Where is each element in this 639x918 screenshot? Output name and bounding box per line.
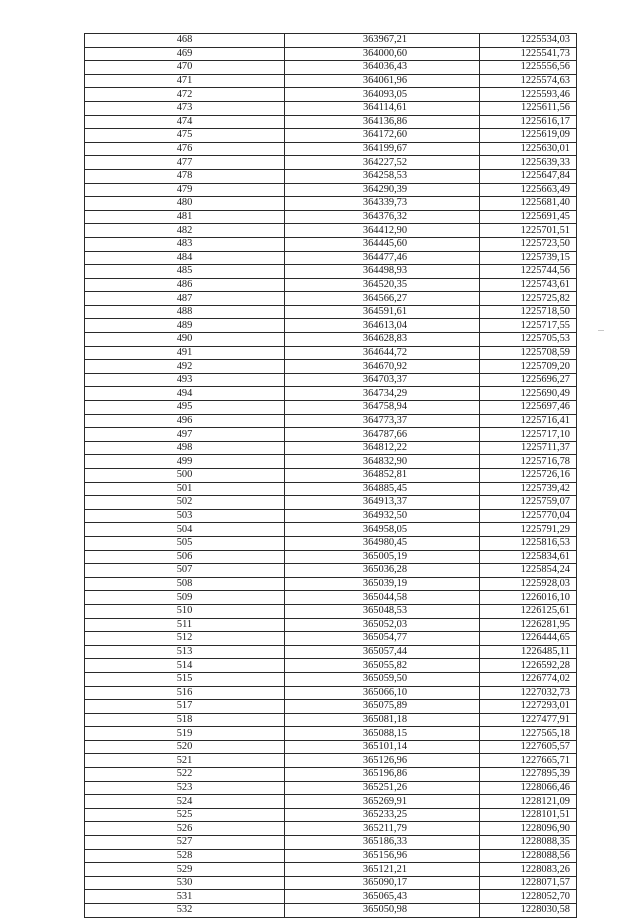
- table-row: [85, 672, 577, 686]
- x-coordinate-cell: 364412,90: [285, 224, 480, 238]
- point-number-cell: 483: [85, 237, 285, 251]
- x-coordinate-cell: 364136,86: [285, 115, 480, 129]
- y-coordinate-cell: 1226016,10: [480, 591, 577, 605]
- y-coordinate-cell: 1227665,71: [480, 754, 577, 768]
- point-number-cell: 505: [85, 536, 285, 550]
- point-number-cell: 528: [85, 849, 285, 863]
- x-coordinate-cell: 364376,32: [285, 210, 480, 224]
- y-coordinate-cell: 1225759,07: [480, 496, 577, 510]
- x-coordinate-cell: 364734,29: [285, 387, 480, 401]
- point-number-cell: 495: [85, 401, 285, 415]
- point-number-cell: 511: [85, 618, 285, 632]
- x-coordinate-cell: 364114,61: [285, 101, 480, 115]
- x-coordinate-cell: 364703,37: [285, 373, 480, 387]
- point-number-cell: 524: [85, 795, 285, 809]
- x-coordinate-cell: 365054,77: [285, 632, 480, 646]
- y-coordinate-cell: 1225639,33: [480, 156, 577, 170]
- table-row: [85, 237, 577, 251]
- y-coordinate-cell: 1226774,02: [480, 672, 577, 686]
- table-row: [85, 550, 577, 564]
- y-coordinate-cell: 1228083,26: [480, 863, 577, 877]
- y-coordinate-cell: 1225541,73: [480, 47, 577, 61]
- y-coordinate-cell: 1225718,50: [480, 305, 577, 319]
- x-coordinate-cell: 364498,93: [285, 265, 480, 279]
- table-row: [85, 822, 577, 836]
- point-number-cell: 474: [85, 115, 285, 129]
- table-row: [85, 346, 577, 360]
- x-coordinate-cell: 364958,05: [285, 523, 480, 537]
- table-row: [85, 210, 577, 224]
- table-row: [85, 713, 577, 727]
- x-coordinate-cell: 365039,19: [285, 577, 480, 591]
- point-number-cell: 482: [85, 224, 285, 238]
- point-number-cell: 515: [85, 672, 285, 686]
- y-coordinate-cell: 1225816,53: [480, 536, 577, 550]
- point-number-cell: 531: [85, 890, 285, 904]
- y-coordinate-cell: 1225739,42: [480, 482, 577, 496]
- table-row: [85, 278, 577, 292]
- table-row: [85, 360, 577, 374]
- table-row: [85, 169, 577, 183]
- x-coordinate-cell: 364787,66: [285, 428, 480, 442]
- x-coordinate-cell: 364290,39: [285, 183, 480, 197]
- x-coordinate-cell: 365075,89: [285, 700, 480, 714]
- x-coordinate-cell: 363967,21: [285, 34, 480, 48]
- table-row: [85, 890, 577, 904]
- x-coordinate-cell: 364061,96: [285, 74, 480, 88]
- point-number-cell: 513: [85, 645, 285, 659]
- point-number-cell: 478: [85, 169, 285, 183]
- table-row: [85, 265, 577, 279]
- x-coordinate-cell: 365121,21: [285, 863, 480, 877]
- point-number-cell: 512: [85, 632, 285, 646]
- point-number-cell: 506: [85, 550, 285, 564]
- y-coordinate-cell: 1225770,04: [480, 509, 577, 523]
- x-coordinate-cell: 364852,81: [285, 469, 480, 483]
- coordinates-table: [84, 33, 577, 918]
- y-coordinate-cell: 1225574,63: [480, 74, 577, 88]
- table-row: [85, 428, 577, 442]
- x-coordinate-cell: 365126,96: [285, 754, 480, 768]
- y-coordinate-cell: 1228030,58: [480, 904, 577, 918]
- table-row: [85, 645, 577, 659]
- table-row: [85, 319, 577, 333]
- table-row: [85, 836, 577, 850]
- x-coordinate-cell: 364520,35: [285, 278, 480, 292]
- y-coordinate-cell: 1225556,56: [480, 61, 577, 75]
- table-row: [85, 183, 577, 197]
- table-row: [85, 496, 577, 510]
- y-coordinate-cell: 1225854,24: [480, 564, 577, 578]
- margin-mark: [598, 330, 604, 331]
- table-row: [85, 754, 577, 768]
- point-number-cell: 517: [85, 700, 285, 714]
- x-coordinate-cell: 365052,03: [285, 618, 480, 632]
- point-number-cell: 470: [85, 61, 285, 75]
- y-coordinate-cell: 1225716,78: [480, 455, 577, 469]
- y-coordinate-cell: 1225681,40: [480, 197, 577, 211]
- point-number-cell: 468: [85, 34, 285, 48]
- y-coordinate-cell: 1227032,73: [480, 686, 577, 700]
- x-coordinate-cell: 364445,60: [285, 237, 480, 251]
- x-coordinate-cell: 364885,45: [285, 482, 480, 496]
- point-number-cell: 521: [85, 754, 285, 768]
- table-row: [85, 591, 577, 605]
- y-coordinate-cell: 1225663,49: [480, 183, 577, 197]
- x-coordinate-cell: 365088,15: [285, 727, 480, 741]
- point-number-cell: 490: [85, 333, 285, 347]
- point-number-cell: 529: [85, 863, 285, 877]
- y-coordinate-cell: 1225701,51: [480, 224, 577, 238]
- point-number-cell: 476: [85, 142, 285, 156]
- table-row: [85, 441, 577, 455]
- point-number-cell: 487: [85, 292, 285, 306]
- x-coordinate-cell: 365269,91: [285, 795, 480, 809]
- x-coordinate-cell: 364591,61: [285, 305, 480, 319]
- y-coordinate-cell: 1225928,03: [480, 577, 577, 591]
- x-coordinate-cell: 364172,60: [285, 129, 480, 143]
- y-coordinate-cell: 1225697,46: [480, 401, 577, 415]
- y-coordinate-cell: 1227605,57: [480, 740, 577, 754]
- coordinates-table-body: [85, 34, 577, 918]
- x-coordinate-cell: 364628,83: [285, 333, 480, 347]
- table-row: [85, 523, 577, 537]
- table-row: [85, 47, 577, 61]
- x-coordinate-cell: 365211,79: [285, 822, 480, 836]
- y-coordinate-cell: 1225708,59: [480, 346, 577, 360]
- x-coordinate-cell: 364932,50: [285, 509, 480, 523]
- x-coordinate-cell: 365050,98: [285, 904, 480, 918]
- table-row: [85, 536, 577, 550]
- point-number-cell: 525: [85, 808, 285, 822]
- x-coordinate-cell: 365066,10: [285, 686, 480, 700]
- x-coordinate-cell: 364566,27: [285, 292, 480, 306]
- table-row: [85, 401, 577, 415]
- table-row: [85, 632, 577, 646]
- table-row: [85, 564, 577, 578]
- y-coordinate-cell: 1225726,16: [480, 469, 577, 483]
- point-number-cell: 520: [85, 740, 285, 754]
- point-number-cell: 508: [85, 577, 285, 591]
- table-row: [85, 101, 577, 115]
- y-coordinate-cell: 1225717,10: [480, 428, 577, 442]
- y-coordinate-cell: 1228121,09: [480, 795, 577, 809]
- point-number-cell: 492: [85, 360, 285, 374]
- table-row: [85, 373, 577, 387]
- y-coordinate-cell: 1227895,39: [480, 768, 577, 782]
- table-row: [85, 795, 577, 809]
- y-coordinate-cell: 1226281,95: [480, 618, 577, 632]
- y-coordinate-cell: 1228096,90: [480, 822, 577, 836]
- x-coordinate-cell: 365044,58: [285, 591, 480, 605]
- y-coordinate-cell: 1225725,82: [480, 292, 577, 306]
- x-coordinate-cell: 364258,53: [285, 169, 480, 183]
- table-row: [85, 876, 577, 890]
- point-number-cell: 491: [85, 346, 285, 360]
- table-row: [85, 686, 577, 700]
- point-number-cell: 527: [85, 836, 285, 850]
- y-coordinate-cell: 1225744,56: [480, 265, 577, 279]
- x-coordinate-cell: 364199,67: [285, 142, 480, 156]
- x-coordinate-cell: 364036,43: [285, 61, 480, 75]
- point-number-cell: 499: [85, 455, 285, 469]
- y-coordinate-cell: 1225716,41: [480, 414, 577, 428]
- x-coordinate-cell: 365090,17: [285, 876, 480, 890]
- y-coordinate-cell: 1228088,56: [480, 849, 577, 863]
- table-row: [85, 863, 577, 877]
- x-coordinate-cell: 365196,86: [285, 768, 480, 782]
- point-number-cell: 477: [85, 156, 285, 170]
- point-number-cell: 503: [85, 509, 285, 523]
- y-coordinate-cell: 1225743,61: [480, 278, 577, 292]
- point-number-cell: 514: [85, 659, 285, 673]
- x-coordinate-cell: 365036,28: [285, 564, 480, 578]
- x-coordinate-cell: 365057,44: [285, 645, 480, 659]
- point-number-cell: 484: [85, 251, 285, 265]
- table-row: [85, 808, 577, 822]
- y-coordinate-cell: 1225611,56: [480, 101, 577, 115]
- y-coordinate-cell: 1226592,28: [480, 659, 577, 673]
- x-coordinate-cell: 365251,26: [285, 781, 480, 795]
- point-number-cell: 510: [85, 604, 285, 618]
- point-number-cell: 504: [85, 523, 285, 537]
- table-row: [85, 618, 577, 632]
- table-row: [85, 88, 577, 102]
- y-coordinate-cell: 1225696,27: [480, 373, 577, 387]
- y-coordinate-cell: 1228101,51: [480, 808, 577, 822]
- y-coordinate-cell: 1226444,65: [480, 632, 577, 646]
- x-coordinate-cell: 364773,37: [285, 414, 480, 428]
- point-number-cell: 509: [85, 591, 285, 605]
- x-coordinate-cell: 364227,52: [285, 156, 480, 170]
- y-coordinate-cell: 1225690,49: [480, 387, 577, 401]
- y-coordinate-cell: 1225619,09: [480, 129, 577, 143]
- point-number-cell: 488: [85, 305, 285, 319]
- point-number-cell: 519: [85, 727, 285, 741]
- table-row: [85, 659, 577, 673]
- y-coordinate-cell: 1225691,45: [480, 210, 577, 224]
- table-row: [85, 292, 577, 306]
- y-coordinate-cell: 1226125,61: [480, 604, 577, 618]
- x-coordinate-cell: 364644,72: [285, 346, 480, 360]
- x-coordinate-cell: 364670,92: [285, 360, 480, 374]
- point-number-cell: 480: [85, 197, 285, 211]
- x-coordinate-cell: 365101,14: [285, 740, 480, 754]
- x-coordinate-cell: 365005,19: [285, 550, 480, 564]
- table-row: [85, 604, 577, 618]
- point-number-cell: 530: [85, 876, 285, 890]
- x-coordinate-cell: 364339,73: [285, 197, 480, 211]
- table-row: [85, 509, 577, 523]
- y-coordinate-cell: 1225593,46: [480, 88, 577, 102]
- point-number-cell: 475: [85, 129, 285, 143]
- x-coordinate-cell: 364477,46: [285, 251, 480, 265]
- point-number-cell: 522: [85, 768, 285, 782]
- point-number-cell: 471: [85, 74, 285, 88]
- x-coordinate-cell: 365065,43: [285, 890, 480, 904]
- y-coordinate-cell: 1225534,03: [480, 34, 577, 48]
- point-number-cell: 481: [85, 210, 285, 224]
- x-coordinate-cell: 365048,53: [285, 604, 480, 618]
- table-row: [85, 700, 577, 714]
- point-number-cell: 486: [85, 278, 285, 292]
- x-coordinate-cell: 365233,25: [285, 808, 480, 822]
- table-row: [85, 224, 577, 238]
- point-number-cell: 507: [85, 564, 285, 578]
- point-number-cell: 532: [85, 904, 285, 918]
- point-number-cell: 502: [85, 496, 285, 510]
- y-coordinate-cell: 1225711,37: [480, 441, 577, 455]
- y-coordinate-cell: 1225717,55: [480, 319, 577, 333]
- y-coordinate-cell: 1227565,18: [480, 727, 577, 741]
- point-number-cell: 485: [85, 265, 285, 279]
- y-coordinate-cell: 1225705,53: [480, 333, 577, 347]
- y-coordinate-cell: 1225739,15: [480, 251, 577, 265]
- x-coordinate-cell: 364613,04: [285, 319, 480, 333]
- x-coordinate-cell: 364093,05: [285, 88, 480, 102]
- table-row: [85, 482, 577, 496]
- point-number-cell: 516: [85, 686, 285, 700]
- point-number-cell: 473: [85, 101, 285, 115]
- table-row: [85, 61, 577, 75]
- table-row: [85, 251, 577, 265]
- point-number-cell: 498: [85, 441, 285, 455]
- point-number-cell: 523: [85, 781, 285, 795]
- y-coordinate-cell: 1226485,11: [480, 645, 577, 659]
- table-row: [85, 387, 577, 401]
- point-number-cell: 479: [85, 183, 285, 197]
- y-coordinate-cell: 1227477,91: [480, 713, 577, 727]
- point-number-cell: 526: [85, 822, 285, 836]
- x-coordinate-cell: 364980,45: [285, 536, 480, 550]
- point-number-cell: 518: [85, 713, 285, 727]
- x-coordinate-cell: 365156,96: [285, 849, 480, 863]
- x-coordinate-cell: 364832,90: [285, 455, 480, 469]
- y-coordinate-cell: 1228052,70: [480, 890, 577, 904]
- y-coordinate-cell: 1228088,35: [480, 836, 577, 850]
- x-coordinate-cell: 364758,94: [285, 401, 480, 415]
- y-coordinate-cell: 1225723,50: [480, 237, 577, 251]
- y-coordinate-cell: 1225709,20: [480, 360, 577, 374]
- point-number-cell: 500: [85, 469, 285, 483]
- x-coordinate-cell: 365186,33: [285, 836, 480, 850]
- point-number-cell: 497: [85, 428, 285, 442]
- y-coordinate-cell: 1225834,61: [480, 550, 577, 564]
- table-row: [85, 305, 577, 319]
- point-number-cell: 494: [85, 387, 285, 401]
- y-coordinate-cell: 1225616,17: [480, 115, 577, 129]
- table-row: [85, 129, 577, 143]
- table-row: [85, 34, 577, 48]
- point-number-cell: 472: [85, 88, 285, 102]
- table-row: [85, 414, 577, 428]
- point-number-cell: 496: [85, 414, 285, 428]
- table-row: [85, 740, 577, 754]
- y-coordinate-cell: 1225630,01: [480, 142, 577, 156]
- y-coordinate-cell: 1225647,84: [480, 169, 577, 183]
- table-row: [85, 142, 577, 156]
- point-number-cell: 489: [85, 319, 285, 333]
- x-coordinate-cell: 365081,18: [285, 713, 480, 727]
- table-row: [85, 577, 577, 591]
- table-row: [85, 768, 577, 782]
- table-row: [85, 333, 577, 347]
- table-row: [85, 904, 577, 918]
- y-coordinate-cell: 1227293,01: [480, 700, 577, 714]
- x-coordinate-cell: 364000,60: [285, 47, 480, 61]
- y-coordinate-cell: 1228066,46: [480, 781, 577, 795]
- table-row: [85, 469, 577, 483]
- table-row: [85, 74, 577, 88]
- y-coordinate-cell: 1228071,57: [480, 876, 577, 890]
- point-number-cell: 493: [85, 373, 285, 387]
- x-coordinate-cell: 365055,82: [285, 659, 480, 673]
- x-coordinate-cell: 365059,50: [285, 672, 480, 686]
- x-coordinate-cell: 364812,22: [285, 441, 480, 455]
- point-number-cell: 469: [85, 47, 285, 61]
- table-row: [85, 727, 577, 741]
- table-row: [85, 455, 577, 469]
- point-number-cell: 501: [85, 482, 285, 496]
- table-row: [85, 781, 577, 795]
- table-row: [85, 156, 577, 170]
- y-coordinate-cell: 1225791,29: [480, 523, 577, 537]
- table-row: [85, 849, 577, 863]
- table-row: [85, 197, 577, 211]
- table-row: [85, 115, 577, 129]
- x-coordinate-cell: 364913,37: [285, 496, 480, 510]
